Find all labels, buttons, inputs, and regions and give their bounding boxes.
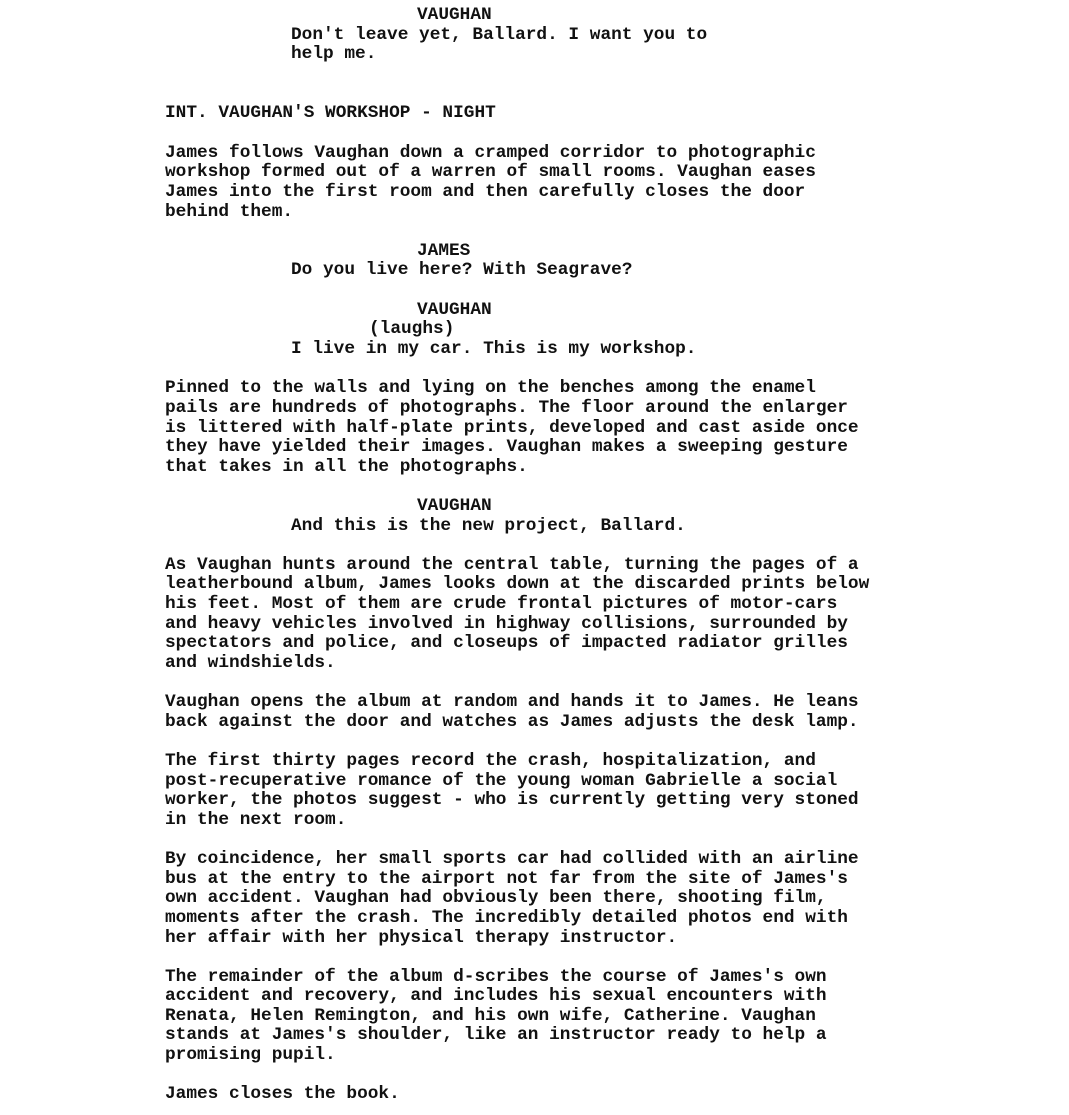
action-line: James follows Vaughan down a cramped corridor to photographic <box>165 142 816 163</box>
action-line: James closes the book. <box>165 1084 400 1104</box>
action-line: they have yielded their images. Vaughan makes a sweeping gesture <box>165 437 848 457</box>
action-line: back against the door and watches as James adjusts the desk lamp. <box>165 711 859 732</box>
action-line: By coincidence, her small sports car had collided with an airline <box>165 849 859 869</box>
action-line: promising pupil. <box>165 1045 336 1065</box>
dialogue-line: Don't leave yet, Ballard. I want you to <box>291 24 708 45</box>
action-line: leatherbound album, James looks down at the discarded prints below <box>165 574 870 594</box>
action-line: her affair with her physical therapy instructor. <box>165 927 678 948</box>
action-line: post-recuperative romance of the young woman Gabrielle a social <box>165 770 838 791</box>
character-name: JAMES <box>417 240 471 261</box>
action-line: Vaughan opens the album at random and hands it to James. He leans <box>165 692 859 712</box>
action-line: worker, the photos suggest - who is currently getting very stoned <box>165 790 859 810</box>
action-line: is littered with half-plate prints, developed and cast aside once <box>165 417 859 438</box>
action-line: James into the first room and then carefully closes the door <box>165 182 806 202</box>
scene-heading: INT. VAUGHAN'S WORKSHOP - NIGHT <box>165 103 496 123</box>
action-line: spectators and police, and closeups of impacted radiator grilles <box>165 633 848 653</box>
action-line: in the next room. <box>165 810 347 830</box>
action-line: that takes in all the photographs. <box>165 456 528 477</box>
parenthetical: (laughs) <box>369 319 455 339</box>
dialogue-line: And this is the new project, Ballard. <box>291 515 686 536</box>
action-line: his feet. Most of them are crude frontal pictures of motor-cars <box>165 594 838 614</box>
character-name: VAUGHAN <box>417 299 492 320</box>
action-line: The remainder of the album d-scribes the course of James's own <box>165 967 827 987</box>
dialogue-line: help me. <box>291 44 377 64</box>
action-line: moments after the crash. The incredibly detailed photos end with <box>165 908 848 928</box>
action-line: accident and recovery, and includes his sexual encounters with <box>165 986 827 1006</box>
action-line: As Vaughan hunts around the central table, turning the pages of a <box>165 554 859 575</box>
action-line: and windshields. <box>165 653 336 673</box>
character-name: VAUGHAN <box>417 5 492 25</box>
action-line: stands at James's shoulder, like an instructor ready to help a <box>165 1025 827 1045</box>
action-line: and heavy vehicles involved in highway collisions, surrounded by <box>165 613 848 634</box>
action-line: Pinned to the walls and lying on the benches among the enamel <box>165 378 816 398</box>
action-line: The first thirty pages record the crash, hospitalization, and <box>165 751 816 771</box>
action-line: behind them. <box>165 201 294 222</box>
action-line: bus at the entry to the airport not far from the site of James's <box>165 868 848 889</box>
character-name: VAUGHAN <box>417 496 492 516</box>
dialogue-line: Do you live here? With Seagrave? <box>291 260 633 280</box>
action-line: workshop formed out of a warren of small rooms. Vaughan eases <box>165 162 816 182</box>
dialogue-line: I live in my car. This is my workshop. <box>291 339 697 359</box>
action-line: pails are hundreds of photographs. The floor around the enlarger <box>165 397 848 418</box>
action-line: Renata, Helen Remington, and his own wife, Catherine. Vaughan <box>165 1005 816 1026</box>
action-line: own accident. Vaughan had obviously been there, shooting film, <box>165 888 827 908</box>
